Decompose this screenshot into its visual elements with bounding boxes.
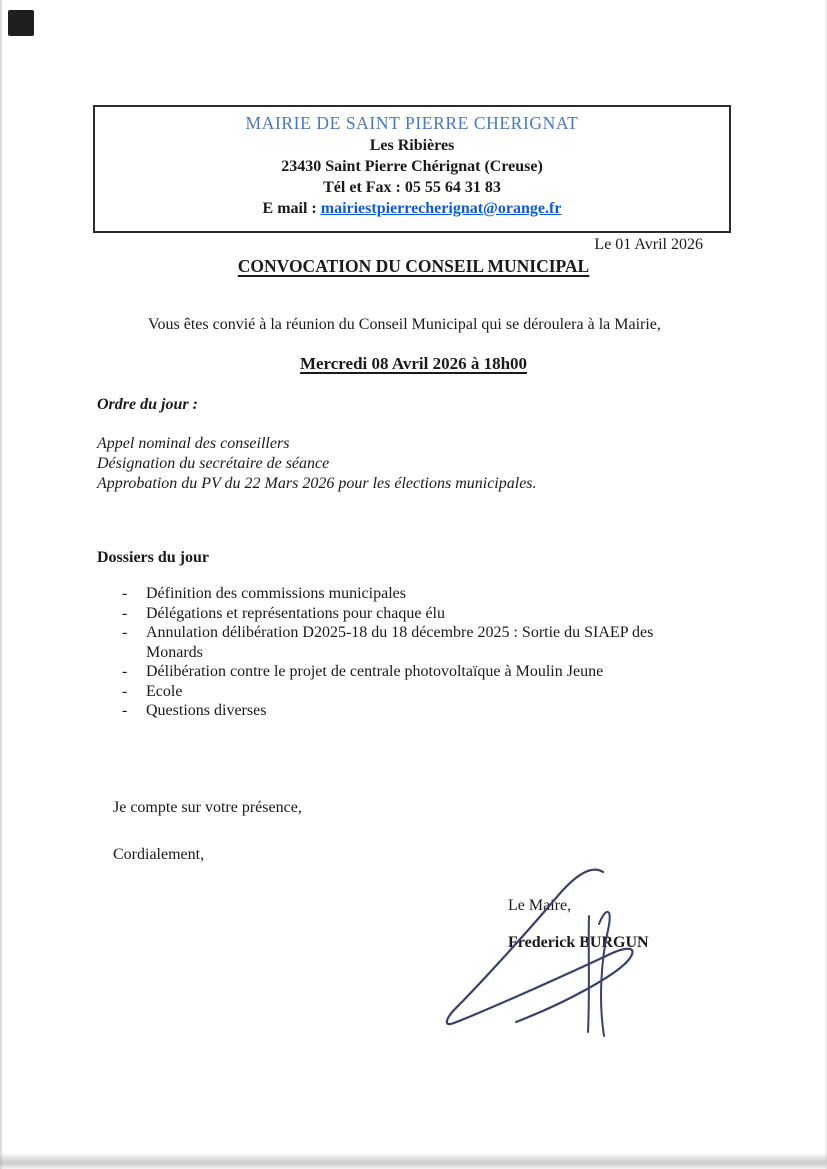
organization-name: MAIRIE DE SAINT PIERRE CHERIGNAT (245, 113, 579, 133)
letterhead-box (93, 105, 731, 233)
list-item-text: Délibération contre le projet de centrale photovoltaïque à Moulin Jeune (146, 663, 604, 680)
email-label: E mail : (262, 200, 321, 217)
signature-ink (440, 864, 652, 1042)
list-item-text: Délégations et représentations pour chaque élu (146, 604, 445, 622)
dossiers-list (122, 584, 678, 721)
email-line (95, 198, 729, 219)
list-item-text: Questions diverses (146, 702, 267, 719)
dash-marker (122, 623, 146, 662)
phone-line: Tél et Fax : 05 55 64 31 83 (323, 179, 501, 196)
dash-marker (122, 662, 146, 682)
dash-marker (122, 604, 146, 624)
list-item-text: Définition des commissions municipales (146, 585, 406, 602)
scan-edge-left (0, 0, 3, 1169)
scan-artifact-corner (8, 10, 34, 36)
dossiers-heading: Dossiers du jour (97, 549, 210, 566)
dash-marker (122, 701, 146, 721)
list-item-text: Annulation délibération D2025-18 du 18 décembre 2025 : Sortie du SIAEP des Monards (146, 624, 654, 661)
meeting-datetime: Mercredi 08 Avril 2026 à 18h00 (299, 354, 528, 373)
list-item (122, 701, 678, 721)
signature-name: Frederick BURGUN (508, 934, 649, 951)
closing-cordialement: Cordialement, (113, 846, 205, 863)
agenda-item: Appel nominal des conseillers (97, 435, 290, 452)
dash-marker (122, 584, 146, 604)
list-item-text: Ecole (146, 682, 183, 700)
list-item (122, 604, 678, 624)
agenda-item: Approbation du PV du 22 Mars 2026 pour les élections municipales. (97, 475, 537, 492)
list-item (122, 623, 678, 662)
signature-title: Le Maire, (508, 897, 572, 914)
closing-presence: Je compte sur votre présence, (113, 799, 302, 816)
list-item (122, 662, 678, 682)
address-line-1: Les Ribières (369, 137, 455, 154)
dash-marker (122, 682, 146, 702)
address-line-2: 23430 Saint Pierre Chérignat (Creuse) (281, 158, 543, 175)
agenda-list (97, 434, 537, 494)
agenda-heading: Ordre du jour : (97, 396, 198, 413)
list-item (122, 682, 678, 702)
date-line: Le 01 Avril 2026 (594, 236, 703, 253)
email-link[interactable]: mairiestpierrecherignat@orange.fr (320, 200, 562, 217)
scan-edge-bottom (0, 1153, 827, 1169)
agenda-item: Désignation du secrétaire de séance (97, 455, 330, 472)
letter-title: CONVOCATION DU CONSEIL MUNICIPAL (237, 256, 590, 276)
intro-paragraph: Vous êtes convié à la réunion du Conseil Municipal qui se déroulera à la Mairie, (148, 316, 661, 333)
list-item (122, 584, 678, 604)
